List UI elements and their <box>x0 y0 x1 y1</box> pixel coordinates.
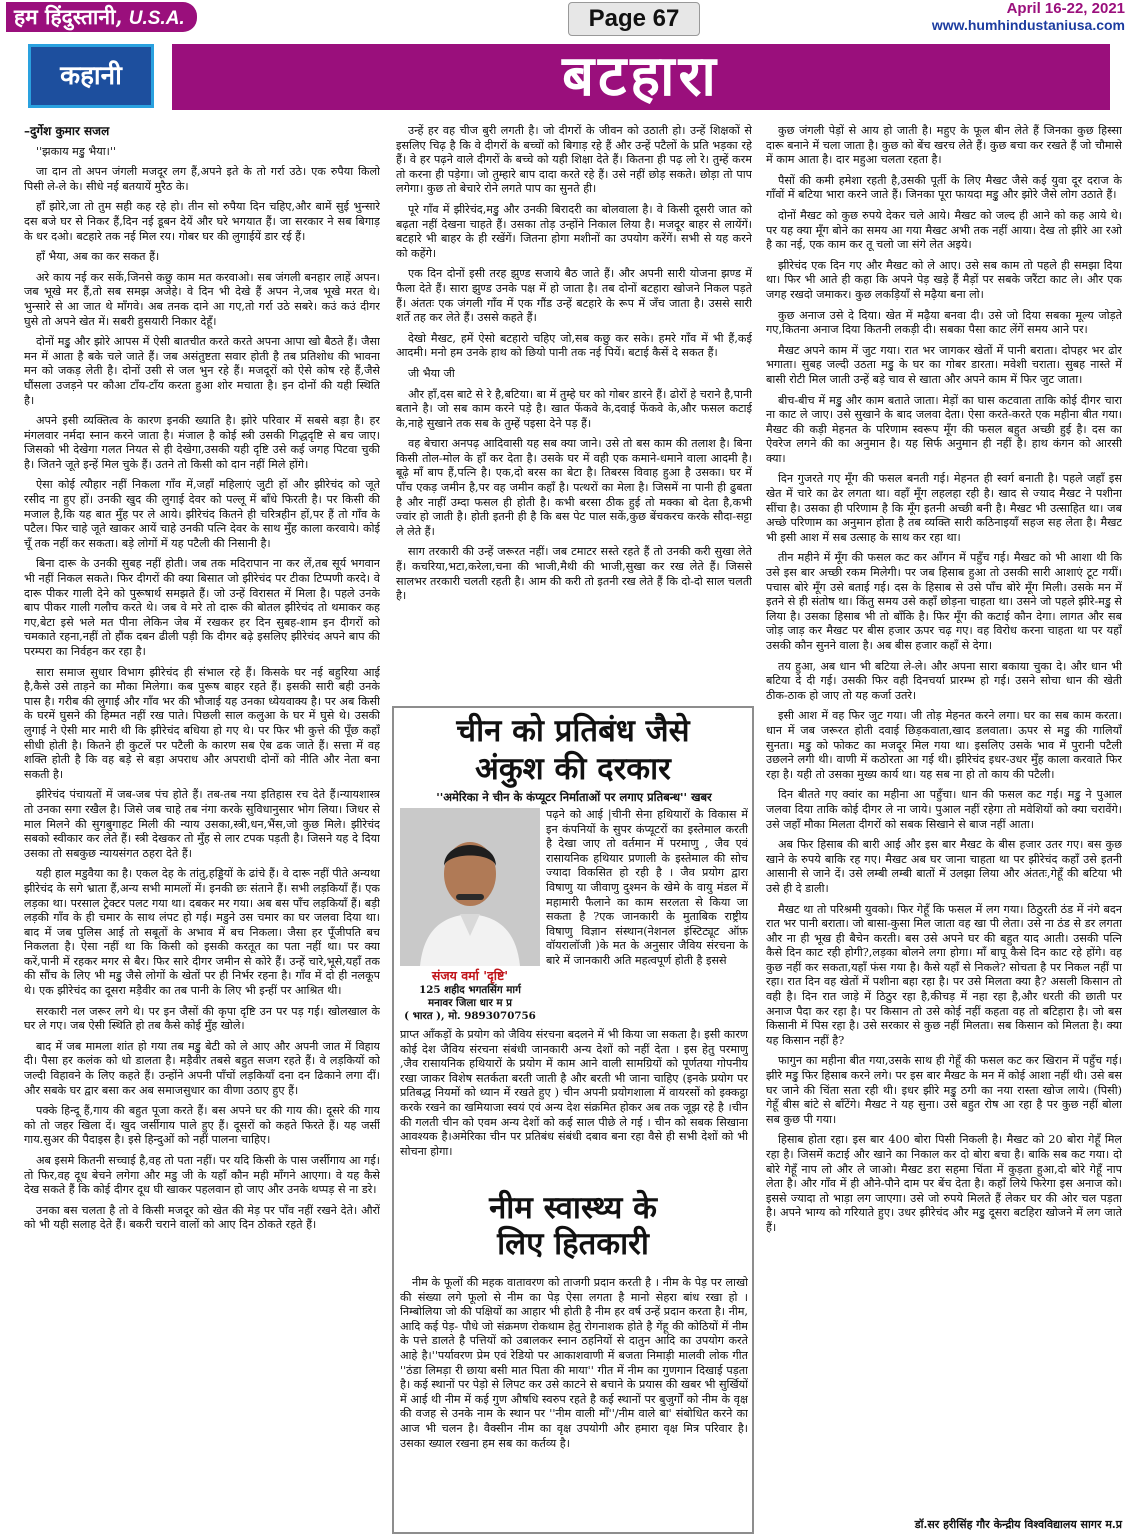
story-paragraph: अब इसमे कितनी सच्चाई है,वह तो पता नहीं। पर यदि किसी के पास जर्सीगाय आ गई। तो फिर,वह दूध बेचने लगेगा और मडु जी के यहाँ कौन मही माँगने आएगा। वे यह कैसे देख सकते हैं कि कोई दीगर दूध घी खाकर पहलवान हो जाए और उनके थप्पड़ से ना डरे। <box>24 1154 380 1197</box>
editorial-1-lead: ''अमेरिका ने चीन के कंप्यूटर निर्माताओं पर लगाए प्रतिबन्ध'' खबर <box>436 790 712 804</box>
website-link[interactable]: www.humhindustaniusa.com <box>931 17 1125 33</box>
story-paragraph: जी भैया जी <box>408 366 455 380</box>
story-paragraph: इसी आश में वह फिर जुट गया। जी तोड़ मेहनत करने लगा। घर का सब काम करता। धान में जब जरूरत होती दवाई छिड़कवाता,खाद डलवाता। ऊपर से मडु़ की गालियाँ सुनता। मडु़ को फोकट का मजदूर मिल गया था। इसलिए उसके भाव में पुरानी पटैली उछलने लगी थी। वाणी में कठोरता आ गई थी। झीरेचंद इधर-उधर मुँह काला करवाते फिर रहा है। यही तो उसका मुख्य कार्य था। यह सब ना हो तो काय की पटैली। <box>766 709 1122 781</box>
story-paragraph: दिन गुजरते गए मूँग की फसल बनती गई। मेहनत ही स्वर्ग बनाती है। पहले जहाँ इस खेत में चारे का ढेर लगता था। वहाँ मूँग लहलहा रही है। खाद से ज्याद मैखट ने पशीना सींचा है। उसका ही परिणाम है कि मूँग इतनी अच्छी बनी है। मैखट भी उत्साहित था। जब अच्छे परिणाम का अनुमान होता है तब व्यक्ति सारी कठिनाइयाँ सहज सह लेता है। मैखट भी इसी आश में सब उत्साह के साथ कर रहा था। <box>766 472 1122 544</box>
story-paragraph: झीरेचंद एक दिन गए और मैखट को ले आए। उसे सब काम तो पहले ही समझा दिया था। फिर भी आते ही कहा कि अपने पेड़ खड़े हैं मैड़ों पर सबके जरैंटा काट ले। और एक जगह रखदो जमाकर। कुछ लकड़ियाँ से मढ़ैया बना लो। <box>766 258 1122 301</box>
story-paragraph: पैसों की कमी हमेशा रहती है,उसकी पूर्ती के लिए मैखट जैसे कई युवा दूर दराज के गाँवों में बटिया भारा करने जाते हैं। जिनका पूरा फायदा मडु़ और झोरे जैसे लोग उठाते हैं। <box>766 173 1122 202</box>
byline-address <box>400 984 540 1023</box>
story-paragraph: पक्के हिन्दू हैं,गाय की बहुत पूजा करते हैं। बस अपने घर की गाय की। दूसरे की गाय को तो जहर खिला दें। खुद जर्सीगाय पाले हुए हैं। दूसरों को कहते फिरते हैं। यह जर्सी गाय.सुअर की पैदाइस है। इसे हिन्दुओं को नहीं पालना चाहिए। <box>24 1104 380 1147</box>
editorial-1-paragraph: प्राप्त आँकड़ों के प्रयोग को जैविय संरचना बदलने में भी किया जा सकता है। इसी कारण कोई देश जैविय संरचना संबंधी जानकारी अन्य देशों को नहीं देता । इस हेतु परमाणु ,जैव रासायनिक हथियारों के प्रयोग में काम आने वाली सामग्रियों को पूर्णतया गोपनीय रखा जाकर विशेष सतर्कता बरती जाती है और बरती भी जाना चाहिए (इनके प्रयोग पर प्रतिबद्ध नियमों को ध्यान में रखते हुए ) चीन अपनी प्रयोगशाला में वायरसों को इक्कट्ठा करके रखने का खमियाजा स्वयं एवं अन्य देश संक्रमित होकर अब तक जूझ रहे है ।चीन की गलती चीन को एवम अन्य देशों को कई साल पीछे ले गई । चीन को सबक सिखाना आवश्यक है।अमेरिका चीन पर प्रतिबंध संबंधी दबाव बना रहा वैसे ही सभी देशों को भी सोचना होगा। <box>400 1028 748 1158</box>
editorial-1-title <box>398 712 748 788</box>
story-paragraph: पूरे गाँव में झीरेचंद,मडु़ और उनकी बिरादरी का बोलवाला है। वे किसी दूसरी जात को बढ़ता नहीं देखना चाहते हैं। उसका तोड़ उन्होंने निकाल लिया है। मजदूर बाहर से लायेंगें। बटहारे भी बाहर के ही रखेंगें। जितना होगा मशीनों का उपयोग करेंगें। सभी से यह करने को कहेंगे। <box>396 202 752 260</box>
story-paragraph: अरे काय नई कर सकें,जिनसे कछु काम मत करवाओ। सब जंगली बनहार लाहें अपन। जब भूखे मर हैं,तो सब समझ अजेहे। वे दिन भी देखे हैं अपन ने,जब भूखे मरत थे। भुन्सारे से आ जात थे माँगवे। अब तनक दाने आ गए,तो गर्रा उठे सबरे। कउं कउं दीगर घुसे तो अपने खेत में। सबरी हुसयारी निकार देहूँ। <box>24 270 380 328</box>
column-1-body <box>24 145 380 1233</box>
author-name: –दुर्गेश कुमार सजल <box>24 124 110 138</box>
story-paragraph: तय हुआ, अब धान भी बटिया ले-ले। और अपना सारा बकाया चुका दे। और धान भी बटिया दे दी गई। उसकी फिर वही दिनचर्या प्रारम्भ हो गई। उसने सोचा धान की खेती ठीक-ठाक हो जाए तो यह कर्जा उतरे। <box>766 659 1122 702</box>
story-paragraph: अपने इसी व्यक्तित्व के कारण इनकी ख्याति है। झोरे परिवार में सबसे बड़ा है। हर मंगलवार नर्मदा स्नान करने जाता है। मंजाल है कोई स्त्री उसकी गिद्धदृष्टि से बच जाए। जिसको भी देखेगा गलत नियत से ही देखेगा,उसकी यही दृष्टि उसे कई जगह पिटवा चुकी है। जितने जूते इन्हें मिल चुके हैं। उतने तो किसी को दान नहीं मिले होंगे। <box>24 414 380 471</box>
story-paragraph: हाँ झोरे,जा तो तुम सही कह रहे हो। तीन सो रुपैया दिन चहिए,और बामें सुई भुन्सारे दस बजे घर से निकर हैं,दिन नई डूबन देयें और घरे भगयात हैं। जा सरकार ने सब बिगाड़ के धर दओ। बटहारे तक नई मिल रय। गोबर घर की लुगाईयें डार रई हैं। <box>24 200 380 243</box>
author-photo-illustration <box>400 808 540 966</box>
story-paragraph: मैखट था तो परिश्रमी युवको। फिर गेहूँ कि फसल में लग गया। ठिठुरती ठंड में नंगे बदन रात भर पानी बराता। जो बासा-कुसा मिल जाता वह खा पी लेता। उसे ना ठंड से डर लगता और ना ही भूख ही बैचेन करती। बस उसे अपने घर की बहुत याद आती। उसकी पत्नि कैसे दिन काट रही होगी?,लड़का बोलने लगा होगा। माँ बापू कैसे दिन काट रहे होंगे। वह कुछ नहीं कर सकता,यहाँ फंस गया है। कैसे यहाँ से निकले? सोचता है पर निकल नहीं पा रहा। रात दिन वह खेतों में पशीना बहा रहा है। पर उसे मिलता क्या है? असली किसान तो वही है। दिन रात जाड़े में ठिठुर रहा है,कीचड़ में नहा रहा है,और धरती की छाती पर अनाज पैदा कर रहा है। पर किसान तो उसे कोई नहीं कहता वह तो बटिहारा है। जो बस किसानी में पिस रहा है। उसे सरकार से कुछ नहीं मिलता। सब किसान को मिलता है। क्या यह किसान नहीं है? <box>766 902 1122 1047</box>
author-photo <box>400 808 540 966</box>
story-paragraph: बाद में जब मामला शांत हो गया तब मडु़ बेटी को ले आए और अपनी जात में विहाय दी। पैसा हर कलंक को धो डालता है। मड़ैवीर तबसे बहुत सजग रहते हैं। वे लड़कियों को जल्दी विहावने के लिए कहते हैं। उन्होंने अपनी पाँचों लड़कियाँ दना दन ढिकाने लगा दीं। और सबके घर द्वार बसा कर अब समाजसुधार का वीणा उठाए हुए हैं। <box>24 1039 380 1097</box>
story-column-1 <box>24 124 380 1534</box>
story-paragraph: दोनों मडु़ और झोरे आपस में ऐसी बातचीत करते करते अपना आपा खो बैठते हैं। जैसा मन में आता है बके चले जाते हैं। जब असंतुष्टता सवार होती है तब प्रतिशोध की भावना मन को जकड़ लेती है। दोनों उसी से जल भुन रहे हैं। मजदूरों को ऐसे कोष रहे हैं,जैसे घौंसला उजड़ने पर कौआ टाँय-टाँय करता हुआ शोर मचाता है। इन दोनों की यही स्थिति है। <box>24 335 380 407</box>
story-paragraph: यही हाल मडुवैया का है। एकल देह के तांतु,हड्डियों के ढांचे हैं। वे दारू नहीं पीते अन्यथा झीरेचंद के सगे भ्राता हैं,अन्य सभी मामलों में। इनकी छः संताने हैं। सभी लड़कियाँ हैं। एक लड़का था। परसाल ट्रेक्टर पलट गया था। दबकर मर गया। अब बस पाँच लड़कियाँ हैं। बड़ी लड़की गाँव के ही चमार के साथ लंपट हो गई। मडुने उस चमार का घर जलवा दिया था। बाद में जब पुलिस आई तो सबूतों के अभाव में बच निकला। जैसा हर पूँजीपति बच निकलता है। ऐसा नहीं था कि किसी को इसकी करतूत का पता नहीं था। पर क्या करें,पानी में रहकर मगर से बैर। फिर सारे दीगर जमीन से कोरे हैं। उन्हें चारे,भूसे,यहाँ तक की सौंच के लिए भी मडु़ जैसे लोगों के खेतों पर ही निर्भर रहना है। गाँव में दो ही नलकूप थे। एक झीरेचंद का दूसरा मड़ैवीर का तब पानी के लिए भी इन्हीं पर आश्रित थी। <box>24 867 380 998</box>
story-paragraph: ''झकाय मडु़ भैया।'' <box>36 144 117 158</box>
story-paragraph: एक दिन दोनों इसी तरह झुण्ड सजाये बैठ जाते हैं। और अपनी सारी योजना झण्ड में फैला देते हैं। सारा झुण्ड उनके पक्ष में हो जाता है। तब दोनों बटहारा खोजने निकल पड़ते हैं। अंततः एक जंगली गाँव में एक गौंड उन्हें बटहारे के रूप में जँच जाता है। उससे सारी शर्ते तह कर लेते हैं। उससे कहते हैं। <box>396 267 752 325</box>
story-paragraph: देखो मैखट, हमें ऐसो बटहारो चहिए जो,सब कछु कर सके। हमरे गाँव में भी हैं,कई आदमी। मनो हम उनके हाथ को छियो पानी तक नई पियें। बटाई कैसें दे सकत हैं। <box>396 331 752 360</box>
editorial-1-side-text <box>546 808 748 1026</box>
story-paragraph: साग तरकारी की उन्हें जरूरत नहीं। जब टमाटर सस्ते रहते हैं तो उनकी करी सुखा लेते हैं। कचरिया,भटा,करेला,चना की भाजी,मैथी की भाजी,सुखा कर रख लेते हैं। जिससे सालभर तरकारी चलती रहती है। आम की करी तो इतनी रख लेते हैं कि दो-दो साल चलती है। <box>396 545 752 603</box>
story-paragraph: उनका बस चलता है तो वे किसी मजदूर को खेत की मेड़ पर पाँव नहीं रखने देते। औरों को भी यही सलाह देते हैं। बकरी चराने वालों को आए दिन ठोकते रहते हैं। <box>24 1203 380 1232</box>
byline-name: संजय वर्मा 'दृष्टि' <box>431 968 509 983</box>
story-paragraph: झीरेचंद पंचायतों में जब-जब पंच होते हैं। तब-तब नया इतिहास रच देते हैं।न्यायशास्त्र तो उनका सगा रखैल है। जिसे जब चाहे तब नंगा करके सुविधानुसार भोग लिया। जिधर से माल मिलने की सुगबुगाहट मिली की न्याय उसका,स्त्री,धन,भैंस,जो कुछ मिले। झीरेचंद सबको स्वीकार कर लेते हैं। स्त्री देखकर तो मुँह से लार टपक पड़ती है। जिसने यह दे दिया उसका तो सबकुछ न्यायसंगत ठहरा देते हैं। <box>24 788 380 860</box>
story-paragraph: हिसाब होता रहा। इस बार 400 बोरा पिसी निकली है। मैखट को 20 बोरा गेहूँ मिल रहा है। जिसमें कटाई और खाने का निकाल कर दो बोरा बचा है। बाकि सब कट गया। दो बोरे गेहूँ नाप लो और ले जाओ। मैखट डरा सहमा चिंता में कुड़ता हुआ,दो बोरे गेहूँ नाप लेता है। और गाँव में ही औने-पौने दाम पर बेंच देता है। कहाँ लिये फिरेगा इस अनाज को। इससे ज्यादा तो भाड़ा लग जाएगा। उसे जो रुपये मिलते हैं लेकर घर की ओर चल पड़ता है। अपने भाग्य को गरियाते हुए। उधर झीरेचंद और मडु़ दूसरा बटहिरा खोजने में लग जाते हैं। <box>766 1133 1122 1234</box>
editorial-1-title-line-2: अंकुश की दरकार <box>475 751 671 787</box>
editorial-1-bottom-text <box>400 1028 748 1184</box>
story-paragraph: दोनों मैखट को कुछ रुपये देकर चले आये। मैखट को जल्द ही आने को कह आये थे। पर यह क्या मूँग बोने का समय आ गया मैखट अभी तक नहीं आया। देख तो झीरे आ रओ है का नई, एक काम कर तू चलो जा संगे लेत अइये। <box>766 208 1122 252</box>
editorial-2-text <box>400 1276 748 1530</box>
editorial-1-title-line-1: चीन को प्रतिबंध जैसे <box>456 713 690 749</box>
author-affiliation: डॉ.सर हरीसिंह गौर केन्द्रीय विश्वविद्यालय सागर म.प्र <box>914 1518 1122 1531</box>
editorial-2-title <box>398 1190 748 1262</box>
story-paragraph: सारा समाज सुधार विभाग झीरेचंद ही संभाल रहे हैं। किसके घर नई बहुरिया आई है,कैसे उसे ताड़ने का मौका मिलेगा। कब पुरूष बाहर रहते हैं। इसकी सारी बही उनके पास है। गरीब की लुगाई और गाँव भर की भौजाई यह उनका ध्येयवाक्य है। पर अब किसी के घरमें घुसने की हिम्मत नहीं रख पाते। पिछली साल कलुआ के घर में घुसे थे। उसकी लुगाई ने ऐसी मार मारी थी कि झीरेचंद बधिया हो गए थे। पर फिर भी कुत्ते की पूँछ कहाँ सीधी होती है। कितने ही कुटलें पर पटैली के कारण सब ऐब ढक जाते हैं। सत्ता में वह शक्ति होती है कि वह बड़े से बड़ा अपराध और अपराधी दोनों को नीति और नेता बना सकती है। <box>24 665 380 781</box>
story-paragraph: ऐसा कोई त्यौहार नहीं निकला गाँव में,जहाँ महिलाएं जुटी हों और झीरेचंद को जूते रसीद ना हुए हों। उनकी खुद की लुगाई देवर को पल्लू में बाँधे फिरती है। पर किसी की मजाल है,कि यह बात मुँह पर ले आये। झीरेचंद कितने ही चरित्रहीन हों,पर हैं तो गाँव के पटैल। फिर चाहे जूते खाकर आयें चाहे उनकी पत्नि देवर के साथ मुँह काला करवाये। कोई चूँ तक नहीं कर सकता। बड़े लोगों में यह पटैली की निसानी है। <box>24 478 380 550</box>
story-paragraph: कुछ अनाज उसे दे दिया। खेत में मढ़ैया बनवा दी। उसे जो दिया सबका मूल्य जोड़ते गए,कितना अनाज दिया कितनी लकड़ी दी। सबका पैसा काट लेंगें समय आने पर। <box>766 308 1122 337</box>
page-header <box>0 0 1135 38</box>
issue-date: April 16-22, 2021 <box>1006 0 1125 17</box>
editorial-2-title-line-2: लिए हितकारी <box>497 1226 649 1262</box>
byline-address-line-1: 125 शहीद भगतसिंग मार्ग <box>419 984 521 996</box>
masthead <box>6 2 197 32</box>
story-paragraph: और हाँ,दस बाटे से रे है,बटिया। बा में तुम्हे घर को गोबर डारने हैं। ढोरों हे चराने है,पानी बताने है। जो सब काम करने पड़े है। खात फेंकवे के,दवाई फेंकवे के,और फसल कटाई के,नाहे सुखाने तक सब के तुम्हें पइसा देने पड़ हैं। <box>396 387 752 430</box>
story-paragraph: कुछ जंगली पेड़ों से आय हो जाती है। महुए के फूल बीन लेते हैं जिनका कुछ हिस्सा दारू बनाने में चला जाता है। कुछ को बेंच खरच लेते हैं। कुछ बचा कर रखते हैं जो चौमासे में काम आता है। दार महुआ चलता रहता है। <box>766 124 1122 167</box>
story-paragraph: बीच-बीच में मडु़ और काम बताते जाता। मेड़ों का घास कटवाता ताकि कोई दीगर चारा ना काट ले जाए। उसे सुखाने के बाद जलवा देता। ऐसा करते-करते एक महीना बीत गया। मैखट की कड़ी मेहनत के परिणाम स्वरूप मूँग की फसल बहुत अच्छी हुई है। दस का ऐवरेज लगने की का अनुमान है। यह सिर्फ अनुमान ही नहीं है। हाथ कंगन को आरसी क्या। <box>766 393 1122 465</box>
byline-address-line-2: मनावर जिला धार म प्र <box>428 997 512 1009</box>
story-paragraph: बिना दारू के उनकी सुबह नहीं होती। जब तक मदिरापान ना कर लें,तब सूर्य भगवान भी नहीं निकल सकते। फिर दीगरों की क्या बिसात जो झीरेचंद पर टीका टिप्पणी करदे। वे दारू पीकर गाली देने को पुरूषार्थ समझते हैं। जो उन्हें विरासत में मिला है। पहले उनके बाप पीकर गाली गलौच करते थे। जब वे मरे तो दारू की बोतल झीरेचंद तो थमाकर कह गए,बेटा इसे भले मत पीना लेकिन जेब में रखकर हर दिन सुबह-शाम इन दीगरों को चमकाते रहना,नहीं तो हौंक दबन ढीली पड़ी कि दीगर बढ़े इसलिए झीरेचंद अपने बाप की परम्परा का निर्वहन कर रहा है। <box>24 557 380 658</box>
story-paragraph: दिन बीतते गए क्वांर का महीना आ पहुँचा। धान की फसल कट गई। मडु़ ने पुआल जलवा दिया ताकि कोई दीगर ले ना जाये। पुआल नहीं रहेगा तो मवेशियों को क्या चरावेंगे। उसे जहाँ मौका मिलता दीगरों को सबक सिखाने से बाज नहीं आता। <box>766 788 1122 831</box>
editorial-2-title-line-1: नीम स्वास्थ्य के <box>489 1190 657 1226</box>
story-column-2 <box>396 124 752 700</box>
byline-address-line-3: ( भारत ), मो. 9893070756 <box>404 1010 536 1022</box>
category-label: कहानी <box>28 44 154 108</box>
story-paragraph: फागुन का महीना बीत गया,उसके साथ ही गेहूँ की फसल कट कर खिरान में पहुँच गई। झीरे मडु़ फिर हिसाब करने लगे। पर इस बार मैखट के मन में कोई आशा नहीं थी। उसे बस घर जाने की चिंता सता रही थी। इधर झीरे मडु़ ठगी का नया रास्ता खोज लाये। (पिसी) गेहूँ बीस बांटे से बाँटेंगे। मैखट ने यह सुना। उसे बहुत रोष आ रहा है पर कुछ नहीं बोला सब कुछ पी गया। <box>766 1054 1122 1126</box>
story-paragraph: तीन महीने में मूँग की फसल कट कर आँगन में पहुँच गई। मैखट को भी आशा थी कि उसे इस बार अच्छी रकम मिलेगी। पर जब हिसाब हुआ तो उसकी सारी आशाएं टूट गयीं। पचास बोरे मूँग उसे बताई गई। दस के हिसाब से उसे पाँच बोरे मूँग मिली। उसके मन में इतने से ही संतोष था। किंतु समय उसे कहाँ छोड़ना चाहता था। उसने जो पहले झीरे-मडु़ से लिया है। उसका हिसाब भी तो बाँकि है। फिर मूँग की कटाई कौन देगा। लागत और सब जोड़ जाड़ कर मैखट पर बीस हजार ऊपर चढ़ गए। वह विरोध करना चाहता था पर यहाँ उसकी कौन सुनने वाला है। अब बीस हजार कहाँ से देगा। <box>766 551 1122 652</box>
masthead-title: हम हिंदुस्तानी, <box>14 4 123 29</box>
story-paragraph: सरकारी नल जरूर लगे थे। पर इन जैसों की कृपा दृष्टि उन पर पड़ गई। खोलखाल के घर ले गए। जब ऐसी स्थिति हो तब कैसे कोई मुँह खोले। <box>24 1004 380 1033</box>
story-paragraph: जा दान तो अपन जंगली मजदूर लग हैं,अपने इते के तो गर्रा उठे। एक रुपैया किलो पिसी ले-ले के। सीधे नई बतयायें मुरैठ के। <box>24 165 380 193</box>
editorial-1-paragraph: पढ़ने को आई |चीनी सेना हथियारों के विकास में इन कंपनियों के सुपर कंप्यूटरों का इस्तेमाल करती है देखा जाए तो वर्तमान में परमाणु , जैव एवं रासायनिक हथियार प्रणाली के इस्तेमाल की सोच ज्यादा विकसित हो रही है । जैव प्रयोग द्वारा विषाणु या जीवाणु दुश्मन के खेमे के वायु मंडल में महामारी फैलाने का काम सरलता से किया जा सकता है ?एक जानकारी के मुताबिक राष्ट्रीय विषाणु विज्ञान संस्थान(नेशनल इंस्टिट्यूट ऑफ़ वॉयरालॉजी )के मत के अनुसार जैविय संरचना के बारे में जानकारी अति महत्वपूर्ण होती है इससे <box>546 808 748 967</box>
masthead-usa: U.S.A. <box>128 8 185 29</box>
story-title: बटहारा <box>172 44 1110 110</box>
editorial-1-byline <box>400 968 540 1023</box>
story-paragraph: मैखट अपने काम में जुट गया। रात भर जागकर खेतों में पानी बराता। दोपहर भर ढोर भगाता। सुबह जल्दी उठता मडु़ के घर का गोबर डारता। मवेशी चराता। सुबह नास्ते में बासी रोटी मिल जाती उन्हें बड़े चाव से खाता और अपने काम में फिर जुट जाता। <box>766 343 1122 386</box>
editorial-2-paragraph: नीम के फूलों की महक वातावरण को ताजगी प्रदान करती है । नीम के पेड़ पर लाखो की संख्या लगे फूलो से नीम का पेड़ ऐसा लगता है मानो सेहरा बांध रखा हो । निम्बोलिया जो की पक्षियों का आहार भी होती है नीम हर वर्ष उन्हें प्रदान करता है। नीम, आदि कई पेड़- पौधे जो संक्रमण रोकथाम हेतु रोगनाशक होते है गेंहू की कोठियों में नीम के पत्ते डालते है पत्तियों को उबालकर स्नान ठहनियों से दातुन आदि का उपयोग करते आहे है।''पर्यावरण प्रेम एवं रेडियो पर आकाशवाणी में बजता निमाड़ी मालवी लोक गीत ''ठंडा लिमड़ा री छाया बसी मात पिता की माया'' गीत में नीम का गुणगान दिखाई पड़ता है। कई स्थानों पर पेड़ो से लिपट कर उसे काटने से बचाने के प्रयास की खबर भी सुर्खियों में आई थी नीम में कई गुण औषधि स्वरुप रहते है कई स्थानों पर बुजुर्गों को नीम के वृक्ष की वजह से उनके नाम के स्थान पर ''नीम वाली माँ''/नीम वाले बा' संबोधित करने का आज भी चलन है। वैक्सीन नीम का वृक्ष उपयोगी और हमारा वृक्ष मित्र परिवार है। उसका ख्याल रखना हम सब का कर्तव्य है। <box>400 1276 748 1450</box>
story-paragraph: उन्हें हर वह चीज बुरी लगती है। जो दीगरों के जीवन को उठाती हो। उन्हें शिक्षकों से इसलिए चिढ़ है कि वे दीगरों के बच्चों को बिगाड़ रहे हैं और उन्हें पटैलों के प्रति भड़का रहे हैं। वे हर पढ़ने वाले दीगरों के बच्चे को यही शिक्षा देते हैं। कितना ही पढ़ लो रे। तुम्हें करम तो करना ही पड़ेगा। जो तुम्हारे बाप दादा करते रहे हैं। उसे नहीं छोड़ सकते। छोड़ा तो पाप लगेगा। कुछ तो बेचारे रोने लगते पाप का सुनते ही। <box>396 124 752 196</box>
story-paragraph: अब फिर हिसाब की बारी आई और इस बार मैखट के बीस हजार उतर गए। बस कुछ खाने के रुपये बाकि रह गए। मैखट अब घर जाना चाहता था पर झीरेचंद कहाँ उसे इतनी आसानी से जाने दें। उसे लम्बी लम्बी बातों में उलझा लिया और अंततः,गेहूँ की बटिया भी उसे ही दे डाली। <box>766 838 1122 895</box>
story-paragraph: वह बेचारा अनपढ़ आदिवासी यह सब क्या जाने। उसे तो बस काम की तलाश है। बिना किसी तोल-मोल के हाँ कर देता है। उसके घर में वही एक कमाने-धमाने वाला आदमी है। बूढ़े माँ बाप हैं,पत्नि है। एक,दो बरस का बेटा है। तिबरस विवाह हुआ है उसका। घर में पाँच एकड़ जमीन है,पर वह जमीन कहाँ है। पत्थरों का मेला है। जिसमें ना पानी ही ढुबता है और नाहीं उम्दा फसल ही होती है। कभी बरसा ठीक हुई तो मक्का बो देता है,कभी ज्वांर हो जाती है। होती इतनी ही है कि बस पेट पाल सकें,कुछ बेंचकरच करके सौदा-सट्टा ले लेते हैं। <box>396 437 752 538</box>
story-column-3 <box>766 124 1122 1516</box>
story-paragraph: हाँ भैया, अब का कर सकत हैं। <box>36 250 160 264</box>
page-number: Page 67 <box>568 2 700 36</box>
